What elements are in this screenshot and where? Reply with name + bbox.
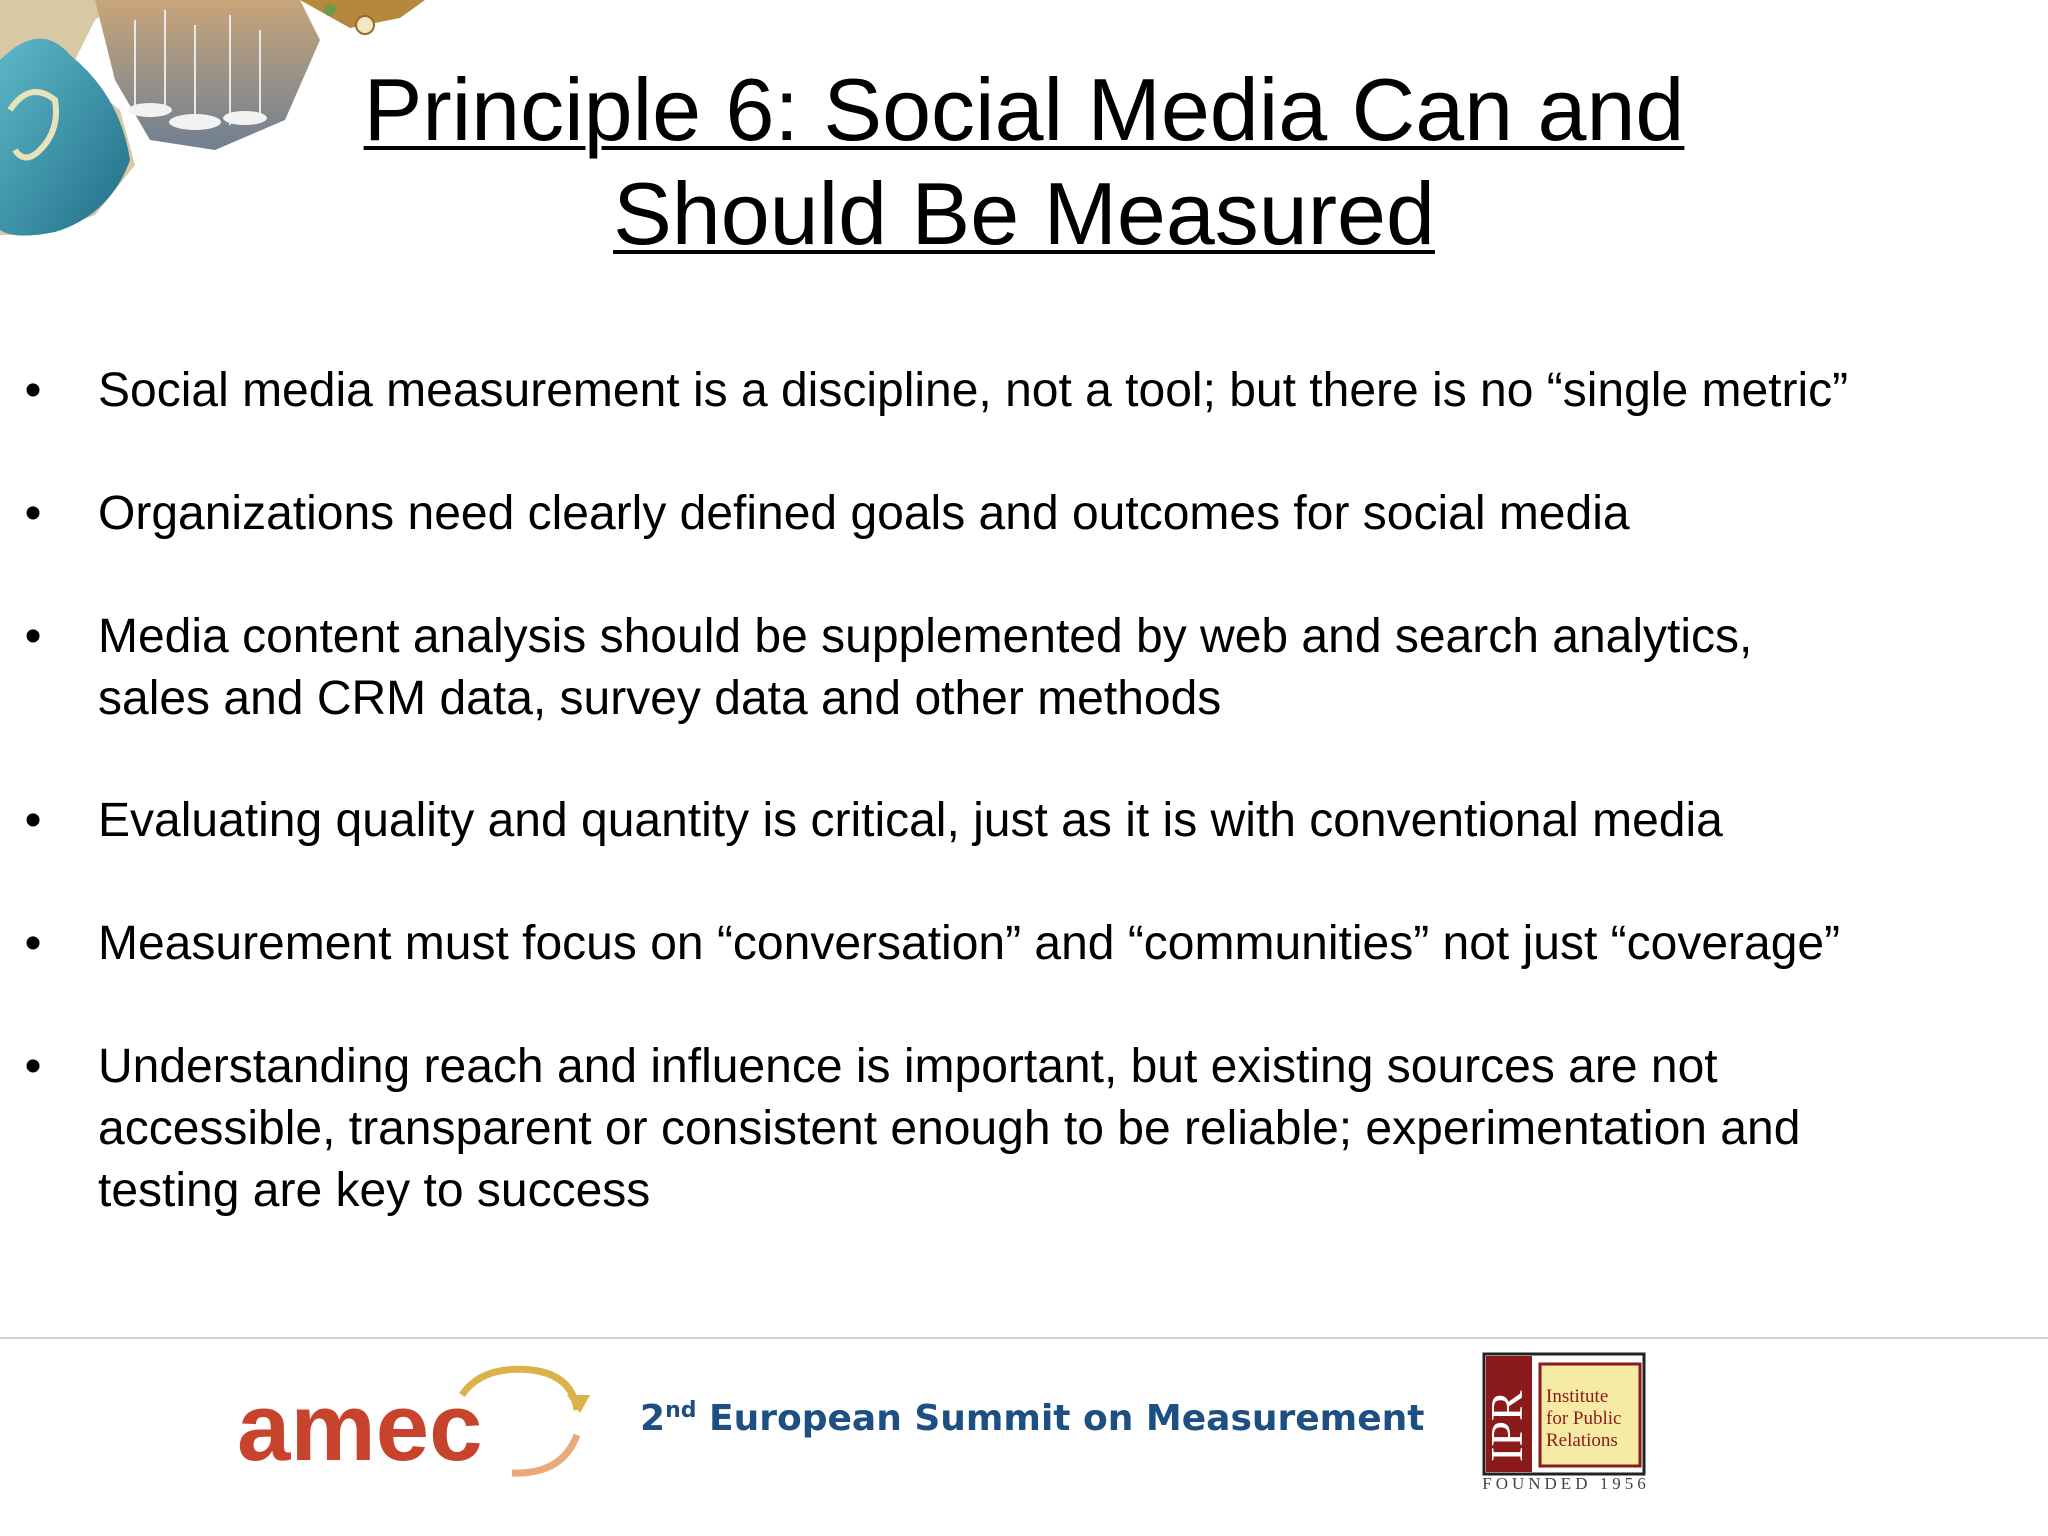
slide-title — [0, 58, 2048, 266]
summit-title: 2nd European Summit on Measurement — [640, 1398, 1425, 1439]
bullet-text: Understanding reach and influence is important, but existing sources are not accessible, transparent or consistent enough to be reliable; experimentation and testing are key to success — [98, 1040, 1801, 1217]
ipr-name-line-1: Institute — [1546, 1386, 1609, 1407]
ipr-founded-text: FOUNDED 1956 — [1482, 1474, 1650, 1493]
ipr-name-line-2: for Public — [1546, 1408, 1622, 1429]
amec-logo-text: amec — [237, 1374, 483, 1481]
bullet-dot: • — [24, 364, 42, 417]
title-line-2: Should Be Measured — [613, 164, 1435, 263]
bullet-dot: • — [24, 794, 42, 847]
bullet-text: Media content analysis should be supplemented by web and search analytics, sales and CRM data, survey data and other methods — [98, 610, 1753, 725]
title-line-1: Principle 6: Social Media Can and — [363, 60, 1685, 159]
bullet-text: Measurement must focus on “conversation” and “communities” not just “coverage” — [98, 917, 1841, 970]
bullet-text: Evaluating quality and quantity is critical, just as it is with conventional media — [98, 794, 1723, 847]
summit-superscript: nd — [665, 1398, 697, 1423]
bullet-dot: • — [24, 610, 42, 663]
footer-divider — [0, 1337, 2048, 1339]
bullet-text: Social media measurement is a discipline, not a tool; but there is no “single metric” — [98, 364, 1849, 417]
bullet-dot: • — [24, 917, 42, 970]
bullet-text: Organizations need clearly defined goals and outcomes for social media — [98, 487, 1630, 540]
bullet-dot: • — [24, 487, 42, 540]
ipr-name-line-3: Relations — [1546, 1430, 1618, 1451]
amec-logo — [232, 1355, 592, 1485]
ipr-monogram: IPR — [1481, 1390, 1532, 1462]
bullet-dot: • — [24, 1040, 42, 1093]
